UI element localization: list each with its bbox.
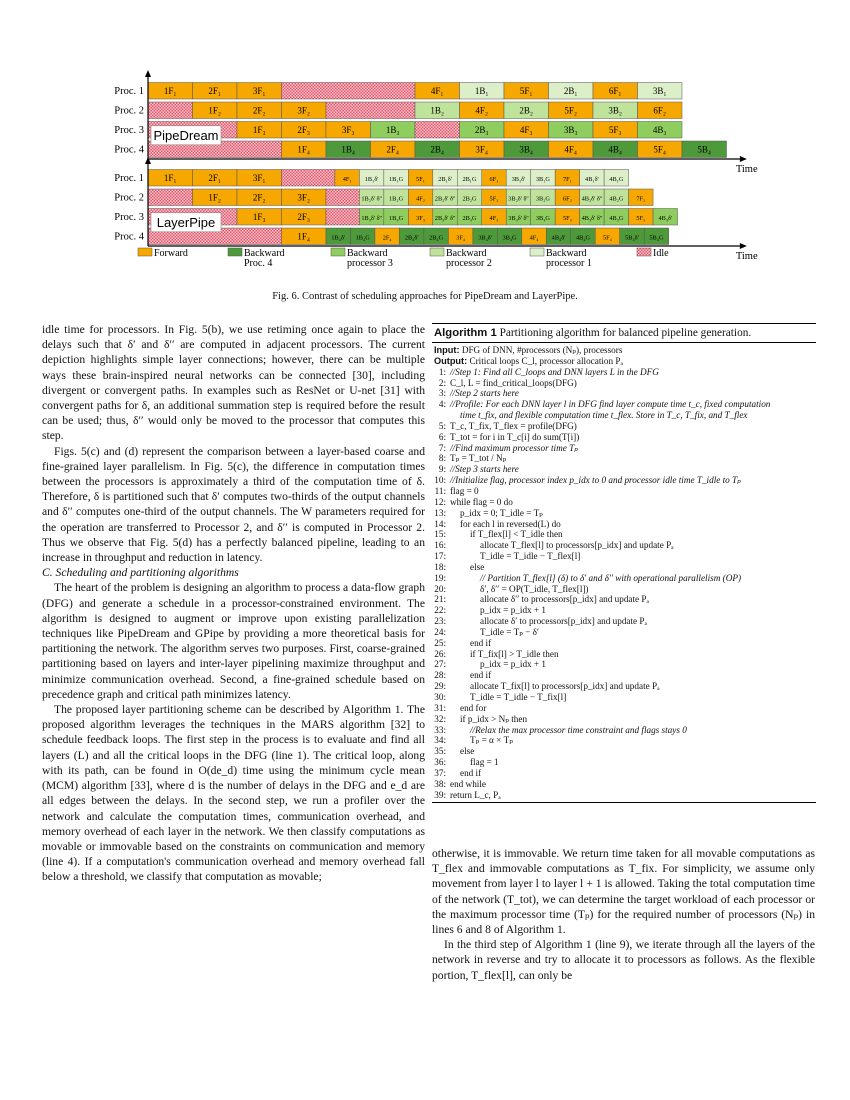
block-label: 6F₂ xyxy=(562,195,572,203)
algorithm-line xyxy=(432,649,816,660)
block-label: 3B₁δ' xyxy=(511,175,526,183)
line-text: if T_fix[l] > T_idle then xyxy=(470,648,559,659)
block-label: 4B₃ xyxy=(652,124,667,135)
block-label: 2B₄δ' xyxy=(404,234,419,242)
block-label: 3B₃G xyxy=(535,214,550,222)
row-label: Proc. 3 xyxy=(114,125,144,136)
schedule-block-idle xyxy=(326,189,359,206)
line-text: end if xyxy=(470,670,492,681)
schedule-block-idle xyxy=(148,189,193,206)
block-label: 2F₄ xyxy=(382,234,392,242)
block-label: 5F₄ xyxy=(603,234,612,242)
algorithm-line xyxy=(432,584,816,595)
schedule-block-idle xyxy=(282,170,335,187)
algorithm-line xyxy=(432,627,816,638)
schedule-block-idle xyxy=(326,102,415,119)
block-label: 7F₁ xyxy=(562,175,572,183)
block-label: 4B₃δ' δ'' xyxy=(581,214,603,222)
block-label: 2B₁δ' xyxy=(438,175,452,183)
block-label: 6F₁ xyxy=(489,175,499,183)
line-number: 3: xyxy=(438,388,446,399)
block-label: 5F₂ xyxy=(564,105,578,116)
block-label: 5B₄ xyxy=(697,144,712,155)
algorithm-line xyxy=(432,497,816,508)
row-label: Proc. 2 xyxy=(114,192,144,204)
paragraph: In the third step of Algorithm 1 (line 9), we iterate through all the layers of the network in reverse and try to allocate it to processors as follows. As the flexible portion, T_flex[l], can only be xyxy=(432,938,815,982)
line-number: 36: xyxy=(434,757,446,768)
line-number: 23: xyxy=(434,616,446,627)
algorithm-box xyxy=(432,323,816,803)
block-label: 1F₂ xyxy=(208,105,222,116)
block-label: 5F₁ xyxy=(416,175,425,183)
line-number: 38: xyxy=(434,778,446,789)
block-label: 4B₁δ' xyxy=(585,175,599,183)
line-text: end if xyxy=(460,767,482,778)
algorithm-line xyxy=(432,453,816,464)
algorithm-header xyxy=(432,323,816,343)
block-label: 3B₂ xyxy=(608,105,623,116)
algorithm-line xyxy=(432,475,816,486)
line-text: //Find maximum processor time Tₚ xyxy=(450,442,578,453)
block-label: 3F₄ xyxy=(475,144,489,155)
line-text: else xyxy=(460,746,475,757)
block-label: 2B₂δ' δ'' xyxy=(434,195,456,203)
line-number: 8: xyxy=(438,453,446,464)
block-label: 6F₂ xyxy=(653,105,667,116)
schedule-block-idle xyxy=(415,122,460,139)
algorithm-line xyxy=(432,768,816,779)
row-label: Proc. 2 xyxy=(114,105,144,117)
line-text: p_idx = 0; T_idle = Tₚ xyxy=(460,507,543,518)
line-text: //Step 3 starts here xyxy=(450,464,519,475)
line-number: 21: xyxy=(434,594,446,605)
algorithm-output xyxy=(432,356,816,367)
algorithm-line xyxy=(432,399,816,410)
algorithm-line xyxy=(432,616,816,627)
line-number: 11: xyxy=(434,485,446,496)
line-number: 28: xyxy=(434,670,446,681)
block-label: 1F₄ xyxy=(297,144,311,155)
legend-label: Backward processor 3 xyxy=(347,248,393,269)
block-label: 4F₂ xyxy=(416,195,425,203)
line-number: 37: xyxy=(434,767,446,778)
block-label: 1B₁ xyxy=(474,85,489,96)
block-label: 2F₁ xyxy=(208,172,222,183)
block-label: 5F₃ xyxy=(608,124,622,135)
block-label: 4B₁G xyxy=(609,175,624,183)
line-number: 22: xyxy=(434,605,446,616)
line-number: 15: xyxy=(434,529,446,540)
block-label: 1B₂G xyxy=(389,195,404,203)
block-label: 5F₃ xyxy=(562,214,572,222)
line-text: T_idle = T_idle − T_flex[l] xyxy=(480,551,581,562)
block-label: 2B₃G xyxy=(462,214,477,222)
block-label: 1F₄ xyxy=(297,231,311,242)
line-number: 20: xyxy=(434,583,446,594)
line-text: //Initialize flag, processor index p_idx to 0 and processor idle time T_idle to Tₚ xyxy=(450,475,741,486)
algorithm-line xyxy=(432,486,816,497)
algorithm-line xyxy=(432,735,816,746)
right-column xyxy=(432,846,815,983)
algorithm-line xyxy=(432,540,816,551)
legend-label: Backward processor 1 xyxy=(546,248,592,269)
line-text: p_idx = p_idx + 1 xyxy=(480,659,546,670)
line-text: else xyxy=(470,561,485,572)
algorithm-line xyxy=(432,746,816,757)
block-label: 3F₂ xyxy=(297,105,311,116)
line-number: 26: xyxy=(434,648,446,659)
block-label: 3F₂ xyxy=(297,192,311,203)
algorithm-line xyxy=(432,757,816,768)
block-label: 1B₂δ' δ'' xyxy=(361,195,382,203)
block-label: 1B₄ xyxy=(341,144,356,155)
block-label: 3F₃ xyxy=(341,124,355,135)
line-text: Tₚ = T_tot / Nₚ xyxy=(450,453,507,464)
schedule-block-idle xyxy=(148,102,193,119)
algorithm-label: Algorithm 1 xyxy=(434,327,497,339)
line-text: //Step 1: Find all C_loops and DNN layers L in the DFG xyxy=(450,366,659,377)
line-text: T_idle = Tₚ − δ′ xyxy=(480,626,539,637)
section-heading: C. Scheduling and partitioning algorithms xyxy=(42,566,239,580)
block-label: 2F₁ xyxy=(208,85,222,96)
legend-swatch xyxy=(228,248,242,256)
block-label: 3B₄G xyxy=(502,234,517,242)
block-label: 3B₃ xyxy=(563,124,578,135)
algorithm-line xyxy=(432,432,816,443)
legend-label: Backward processor 2 xyxy=(446,248,492,269)
block-label: 2F₂ xyxy=(252,105,266,116)
algorithm-lines xyxy=(432,367,816,801)
algorithm-line xyxy=(432,681,816,692)
line-number: 1: xyxy=(438,366,446,377)
algorithm-line xyxy=(432,562,816,573)
line-number: 39: xyxy=(434,789,446,800)
output-text: Critical loops C_l, processor allocation Pₐ xyxy=(469,355,624,366)
block-label: 2B₁ xyxy=(563,85,578,96)
block-label: 4F₄ xyxy=(529,234,539,242)
line-number: 6: xyxy=(438,431,446,442)
row-label: Proc. 4 xyxy=(114,231,144,243)
block-label: 4F₄ xyxy=(564,144,578,155)
line-text: flag = 0 xyxy=(450,485,479,496)
left-column xyxy=(42,322,425,885)
block-label: 3F₃ xyxy=(416,214,425,222)
legend-label: Backward Proc. 4 xyxy=(244,248,285,269)
line-text: if p_idx > Nₚ then xyxy=(460,713,528,724)
block-label: 3F₄ xyxy=(456,234,466,242)
block-label: 3B₃δ' δ'' xyxy=(508,214,529,222)
line-number: 2: xyxy=(438,377,446,388)
block-label: 3B₁G xyxy=(535,175,550,183)
block-label: 1B₂ xyxy=(430,105,445,116)
algorithm-line xyxy=(432,551,816,562)
legend-swatch xyxy=(637,248,651,256)
line-text: T_idle = T_idle − T_fix[l] xyxy=(470,692,567,702)
block-label: 2B₃δ' δ'' xyxy=(434,214,456,222)
line-text: time t_fix, and flexible computation time t_flex. Store in T_c, T_fix, and T_flex xyxy=(460,410,748,421)
line-number: 30: xyxy=(434,692,446,702)
block-label: 4F₁ xyxy=(430,85,444,96)
line-text: T_tot = for i in T_c[i] do sum(T[i]) xyxy=(450,431,580,442)
pipedream-panel xyxy=(114,70,758,175)
block-label: 4F₁ xyxy=(342,175,352,183)
line-number: 27: xyxy=(434,659,446,670)
block-label: 1F₂ xyxy=(208,192,222,203)
block-label: 1F₁ xyxy=(163,172,177,183)
line-text: allocate T_flex[l] to processors[p_idx] and update Pₐ xyxy=(480,540,674,551)
block-label: 5B₄G xyxy=(649,234,664,242)
algorithm-input xyxy=(432,343,816,356)
block-label: 1F₁ xyxy=(163,85,177,96)
algorithm-line xyxy=(432,725,816,736)
line-text: end for xyxy=(460,702,487,713)
line-number: 25: xyxy=(434,637,446,648)
paragraph: idle time for processors. In Fig. 5(b), we use retiming once again to place the delays such that δ′ and δ′′ are computed in adjacent processors. The current depiction highlights simple layer connections; however, there can be multiple ways these brain-inspired neural networks can be connected [30], including divergent or convergent paths. In examples such as ResNet or U-net [31] with convergent paths for δ, an additional summation step is required before the result can be used; thus, δ′′ would only be moved to the processor that computes this step. xyxy=(42,323,425,443)
block-label: 2F₃ xyxy=(297,211,311,222)
legend-label: Forward xyxy=(154,248,188,259)
algorithm-line xyxy=(432,519,816,530)
line-text: allocate δ′′ to processors[p_idx] and update Pₐ xyxy=(480,594,650,605)
block-label: 4B₃δ' xyxy=(658,214,673,222)
paragraph: Figs. 5(c) and (d) represent the comparison between a layer-based coarse and fine-grained layer parallelism. In Fig. 5(c), the difference in computation times between the processors is approximately a third of the computation time of δ. Therefore, δ is partitioned such that δ′ computes two-thirds of the output channels and δ′′ computes one-third of the output channels. The W parameters required for the operation are transferred to Processor 2, and δ′′ is computed in Processor 2. Thus we observe that Fig. 5(d) has a perfectly balanced pipeline, leading to an increase in throughput and reduction in latency. xyxy=(42,444,425,565)
block-label: 2F₃ xyxy=(297,124,311,135)
block-label: 1B₃G xyxy=(389,214,404,222)
row-label: Proc. 3 xyxy=(114,212,144,223)
line-text: //Profile: For each DNN layer l in DFG find layer compute time t_c, fixed computation xyxy=(450,399,771,410)
line-number: 4: xyxy=(438,399,446,410)
block-label: 3B₄ xyxy=(519,144,534,155)
line-number: 12: xyxy=(434,496,446,507)
algorithm-line xyxy=(432,410,816,421)
block-label: 6F₁ xyxy=(608,85,622,96)
block-label: 5F₂ xyxy=(489,195,499,203)
line-text: // Partition T_flex[l] (δ) to δ′ and δ′′ with operational parallelism (OP) xyxy=(480,572,742,583)
schedule-block-idle xyxy=(282,83,416,100)
block-label: 4B₂δ' δ'' xyxy=(581,195,603,203)
line-number: 13: xyxy=(434,507,446,518)
line-number: 5: xyxy=(438,420,446,431)
line-number: 7: xyxy=(438,442,446,453)
block-label: 4B₂G xyxy=(609,195,624,203)
block-label: 3B₄δ' xyxy=(478,234,492,242)
line-number: 34: xyxy=(434,735,446,746)
block-label: 4B₄δ' xyxy=(551,234,566,242)
svg-text:LayerPipe: LayerPipe xyxy=(156,214,216,230)
time-axis-label: Time xyxy=(735,164,758,175)
algorithm-line xyxy=(432,779,816,790)
block-label: 5F₁ xyxy=(519,85,533,96)
block-label: 1B₃ xyxy=(385,124,400,135)
block-label: 1B₁δ' xyxy=(364,175,379,183)
paragraph: The proposed layer partitioning scheme can be described by Algorithm 1. The proposed algorithm leverages the techniques in the MARS algorithm [32] to schedule feedback loops. The first step in the process is to evaluate and find all layers (L) and all the critical loops in the DFG (line 1). The critical loop, along with its path, can be found in O(de_d) time using the minimum cycle mean (MCM) algorithm [33], where d is the number of delays in the DFG and e_d are all edges between the delays. In the second step, we run a profiler over the network and calculate the computation times, communication overhead, and memory overhead of each layer in the network. We then classify computations as movable or immovable based on the constraints on communication and memory (line 4). If a computation's communication overhead and memory overhead fall below a threshold, we classify that computation as movable; xyxy=(42,703,425,884)
line-text: for each l in reversed(L) do xyxy=(460,518,561,529)
line-text: T_c, T_fix, T_flex = profile(DFG) xyxy=(450,420,577,431)
algorithm-title: Partitioning algorithm for balanced pipeline generation. xyxy=(499,327,752,339)
line-text: end if xyxy=(470,637,492,648)
row-label: Proc. 1 xyxy=(114,86,144,97)
line-number: 32: xyxy=(434,713,446,724)
block-label: 3B₂G xyxy=(535,195,550,203)
line-number: 35: xyxy=(434,746,446,757)
algorithm-line xyxy=(432,605,816,616)
block-label: 2B₄ xyxy=(430,144,445,155)
line-text: δ′, δ′′ = OP(T_idle, T_flex[l]) xyxy=(480,583,589,594)
line-number: 31: xyxy=(434,702,446,713)
line-number: 9: xyxy=(438,464,446,475)
block-label: 4F₃ xyxy=(489,214,499,222)
legend xyxy=(138,248,669,269)
algorithm-line xyxy=(432,464,816,475)
row-label: Proc. 4 xyxy=(114,144,144,156)
algorithm-line xyxy=(432,594,816,605)
line-text: p_idx = p_idx + 1 xyxy=(480,605,546,616)
line-number: 24: xyxy=(434,626,446,637)
panel-label xyxy=(151,126,221,145)
algorithm-line xyxy=(432,692,816,703)
line-text: return L_c, Pₐ xyxy=(450,789,501,800)
block-label: 1B₁G xyxy=(389,175,404,183)
block-label: 1F₃ xyxy=(252,211,266,222)
algorithm-line xyxy=(432,573,816,584)
line-number: 19: xyxy=(434,572,446,583)
paragraph: The heart of the problem is designing an algorithm to process a data-flow graph (DFG) and generate a schedule in a processor-constrained environment. The algorithm is designed to augment or improve upon existing parallelization techniques like PipeDream and GPipe by providing a more theoretical basis for partitioning the network. The algorithm serves two purposes. First, coarse-grained partitioning based on layers and inter-layer pipelining maximize throughput and minimize communication overhead. Second, a fine-grained schedule based on precedence graph and critical path minimizes latency. xyxy=(42,581,425,701)
line-text: //Relax the max processor time constraint and flags stays 0 xyxy=(470,724,687,735)
line-text: if T_flex[l] < T_idle then xyxy=(470,529,563,540)
block-label: 2F₂ xyxy=(252,192,266,203)
block-label: 1B₃δ' δ'' xyxy=(361,214,382,222)
block-label: 4B₄ xyxy=(608,144,623,155)
algorithm-line xyxy=(432,367,816,378)
line-text: allocate δ′ to processors[p_idx] and update Pₐ xyxy=(480,616,648,627)
block-label: 3B₂δ' δ'' xyxy=(508,195,529,203)
block-label: 4F₂ xyxy=(475,105,489,116)
legend-swatch xyxy=(430,248,444,256)
legend-label: Idle xyxy=(653,248,669,259)
algorithm-line xyxy=(432,638,816,649)
block-label: 5F₄ xyxy=(653,144,667,155)
block-label: 2B₁G xyxy=(462,175,477,183)
block-label: 2F₄ xyxy=(386,144,400,155)
block-label: 5F₃ xyxy=(636,214,646,222)
block-label: 4B₃G xyxy=(609,214,624,222)
line-number: 10: xyxy=(434,475,446,486)
legend-swatch xyxy=(138,248,152,256)
figure-caption: Fig. 6. Contrast of scheduling approaches for PipeDream and LayerPipe. xyxy=(272,291,578,302)
line-text: allocate T_fix[l] to processors[p_idx] and update Pₐ xyxy=(470,681,660,692)
block-label: 4F₃ xyxy=(519,124,533,135)
line-text: end while xyxy=(450,778,486,789)
layerpipe-panel xyxy=(114,157,758,262)
line-number: 16: xyxy=(434,540,446,551)
schedule-block-idle xyxy=(326,209,359,226)
line-text: while flag = 0 do xyxy=(450,496,513,507)
line-number: 29: xyxy=(434,681,446,692)
block-label: 3F₁ xyxy=(252,172,266,183)
algorithm-line xyxy=(432,714,816,725)
block-label: 1F₃ xyxy=(252,124,266,135)
algorithm-line xyxy=(432,659,816,670)
block-label: 1B₄δ' xyxy=(331,234,346,242)
block-label: 2B₄G xyxy=(429,234,444,242)
block-label: 2B₃ xyxy=(474,124,489,135)
block-label: 7F₂ xyxy=(636,195,646,203)
block-label: 4B₄G xyxy=(575,234,591,242)
line-number: 14: xyxy=(434,518,446,529)
block-label: 3B₁ xyxy=(652,85,667,96)
algorithm-line xyxy=(432,790,816,801)
svg-text:PipeDream: PipeDream xyxy=(153,127,219,143)
line-number: 18: xyxy=(434,561,446,572)
output-label: Output: xyxy=(434,355,468,366)
row-label: Proc. 1 xyxy=(114,173,144,184)
block-label: 3F₁ xyxy=(252,85,266,96)
paragraph: otherwise, it is immovable. We return time taken for all movable computations as T_flex and immovable computations as T_fix. For simplicity, we assume only movement from layer l to layer l + 1 is allowed. Taking the total computation time of the network (T_tot), we can determine the target workload of each processor or the maximum processor time (Tₚ) for the required number of processors (Nₚ) in lines 6 and 8 of Algorithm 1. xyxy=(432,847,815,937)
block-label: 5B₄δ' xyxy=(625,234,639,242)
legend-swatch xyxy=(530,248,544,256)
block-label: 2B₂ xyxy=(519,105,534,116)
algorithm-line xyxy=(432,443,816,454)
line-number: 33: xyxy=(434,724,446,735)
legend-swatch xyxy=(331,248,345,256)
input-text: DFG of DNN, #processors (Nₚ), processors xyxy=(461,345,623,355)
algorithm-line xyxy=(432,388,816,399)
line-number: 17: xyxy=(434,551,446,562)
line-text: //Step 2 starts here xyxy=(450,388,519,399)
line-text: Tₚ = α × Tₚ xyxy=(470,735,513,746)
line-text: C_l, L = find_critical_loops(DFG) xyxy=(450,377,577,388)
time-axis-label: Time xyxy=(735,251,758,262)
block-label: 2B₂G xyxy=(462,195,477,203)
algorithm-line xyxy=(432,670,816,681)
panel-label xyxy=(151,213,221,232)
input-label: Input: xyxy=(434,345,460,355)
algorithm-line xyxy=(432,421,816,432)
algorithm-line xyxy=(432,378,816,389)
scheduling-figure xyxy=(110,62,758,276)
algorithm-line xyxy=(432,508,816,519)
algorithm-line xyxy=(432,529,816,540)
algorithm-line xyxy=(432,703,816,714)
block-label: 1B₄G xyxy=(355,234,370,242)
line-text: flag = 1 xyxy=(470,757,499,768)
